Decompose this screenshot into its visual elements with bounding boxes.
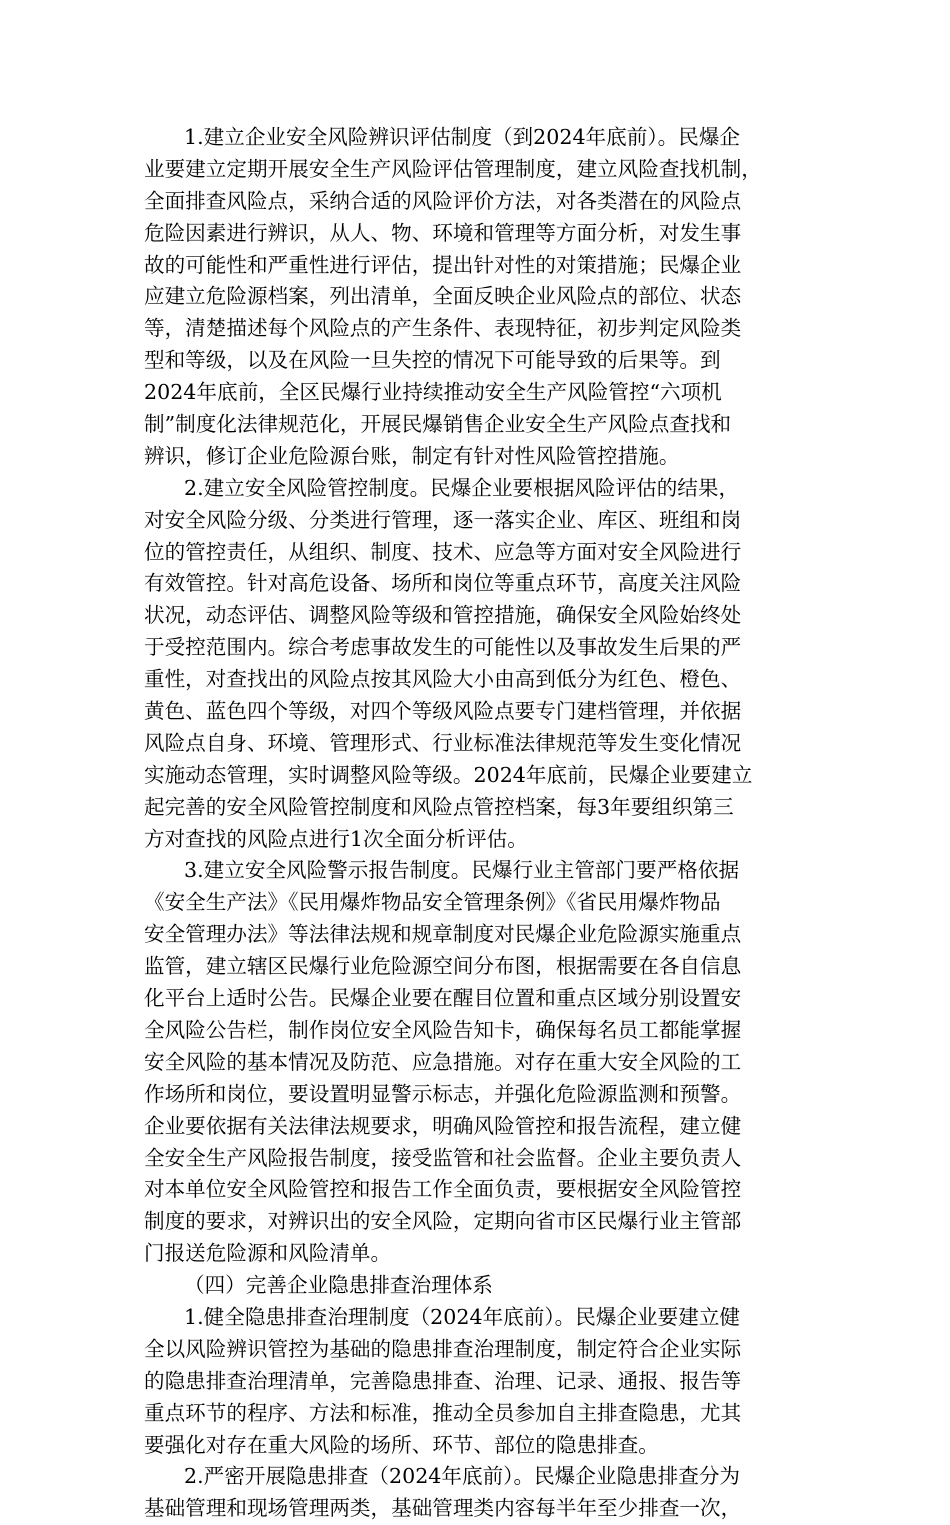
paragraph-1-line-2: 业要建立定期开展安全生产风险评估管理制度，建立风险查找机制，: [144, 156, 762, 181]
paragraph-2-line-3: 位的管控责任，从组织、制度、技术、应急等方面对安全风险进行: [144, 539, 742, 564]
paragraph-3-line-12: 制度的要求，对辨识出的安全风险，定期向省市区民爆行业主管部: [144, 1209, 742, 1234]
paragraph-4-line-4: 重点环节的程序、方法和标准，推动全员参加自主排查隐患，尤其: [144, 1400, 742, 1425]
paragraph-2-line-7: 重性，对查找出的风险点按其风险大小由高到低分为红色、橙色、: [144, 667, 742, 692]
paragraph-2-line-2: 对安全风险分级、分类进行管理，逐一落实企业、库区、班组和岗: [144, 507, 742, 532]
paragraph-5-line-1: 2.严密开展隐患排查（2024年底前）。民爆企业隐患排查分为: [184, 1464, 741, 1489]
paragraph-1-line-11: 辨识，修订企业危险源台账，制定有针对性风险管控措施。: [144, 443, 680, 468]
paragraph-2-line-8: 黄色、蓝色四个等级，对四个等级风险点要专门建档管理，并依据: [144, 699, 742, 724]
paragraph-4-line-5: 要强化对存在重大风险的场所、环节、部位的隐患排查。: [144, 1432, 659, 1457]
paragraph-2-line-1: 2.建立安全风险管控制度。民爆企业要根据风险评估的结果，: [184, 475, 740, 500]
paragraph-4-line-3: 的隐患排查治理清单，完善隐患排查、治理、记录、通报、报告等: [144, 1368, 742, 1393]
paragraph-2-line-6: 于受控范围内。综合考虑事故发生的可能性以及事故发生后果的严: [144, 635, 742, 660]
paragraph-3-line-6: 全风险公告栏，制作岗位安全风险告知卡，确保每名员工都能掌握: [144, 1017, 742, 1042]
paragraph-3-line-9: 企业要依据有关法律法规要求，明确风险管控和报告流程，建立健: [144, 1113, 742, 1138]
paragraph-3-line-13: 门报送危险源和风险清单。: [144, 1241, 392, 1266]
paragraph-1-line-10: 制”制度化法律规范化，开展民爆销售企业安全生产风险点查找和: [144, 412, 732, 437]
paragraph-3-line-1: 3.建立安全风险警示报告制度。民爆行业主管部门要严格依据: [184, 858, 740, 883]
paragraph-3-line-5: 化平台上适时公告。民爆企业要在醒目位置和重点区域分别设置安: [144, 986, 742, 1011]
paragraph-1-line-9: 2024年底前，全区民爆行业持续推动安全生产风险管控“六项机: [144, 380, 722, 405]
paragraph-3-line-10: 全安全生产风险报告制度，接受监管和社会监督。企业主要负责人: [144, 1145, 742, 1170]
paragraph-3-line-11: 对本单位安全风险管控和报告工作全面负责，要根据安全风险管控: [144, 1177, 742, 1202]
section-heading: （四）完善企业隐患排查治理体系: [184, 1273, 493, 1298]
paragraph-1-line-7: 等，清楚描述每个风险点的产生条件、表现特征，初步判定风险类: [144, 316, 742, 341]
document-body: [144, 122, 810, 1525]
paragraph-1-line-1: 1.建立企业安全风险辨识评估制度（到2024年底前）。民爆企: [184, 125, 741, 149]
paragraph-3-line-4: 监管，建立辖区民爆行业危险源空间分布图，根据需要在各自信息: [144, 954, 742, 979]
paragraph-4-line-2: 全以风险辨识管控为基础的隐患排查治理制度，制定符合企业实际: [144, 1336, 742, 1361]
paragraph-3-line-2: 《安全生产法》《民用爆炸物品安全管理条例》《省民用爆炸物品: [144, 890, 721, 915]
paragraph-2-line-11: 起完善的安全风险管控制度和风险点管控档案，每3年要组织第三: [144, 794, 734, 819]
paragraph-1-line-5: 故的可能性和严重性进行评估，提出针对性的对策措施；民爆企业: [144, 252, 742, 277]
paragraph-5-line-2: 基础管理和现场管理两类，基础管理类内容每半年至少排查一次，: [144, 1496, 742, 1521]
paragraph-2-line-5: 状况，动态评估、调整风险等级和管控措施，确保安全风险始终处: [144, 603, 742, 628]
paragraph-3-line-3: 安全管理办法》等法律法规和规章制度对民爆企业危险源实施重点: [144, 922, 742, 947]
paragraph-1-line-8: 型和等级，以及在风险一旦失控的情况下可能导致的后果等。到: [144, 348, 721, 373]
paragraph-3-line-7: 安全风险的基本情况及防范、应急措施。对存在重大安全风险的工: [144, 1049, 742, 1074]
paragraph-2-line-10: 实施动态管理，实时调整风险等级。2024年底前，民爆企业要建立: [144, 762, 753, 787]
paragraph-4-line-1: 1.健全隐患排查治理制度（2024年底前）。民爆企业要建立健: [184, 1304, 741, 1329]
paragraph-1-line-4: 危险因素进行辨识，从人、物、环境和管理等方面分析，对发生事: [144, 220, 742, 245]
paragraph-2-line-12: 方对查找的风险点进行1次全面分析评估。: [144, 826, 528, 851]
paragraph-1-line-6: 应建立危险源档案，列出清单，全面反映企业风险点的部位、状态: [144, 284, 742, 309]
paragraph-1-line-3: 全面排查风险点，采纳合适的风险评价方法，对各类潜在的风险点: [144, 188, 742, 213]
paragraph-2-line-9: 风险点自身、环境、管理形式、行业标准法律规范等发生变化情况: [144, 730, 742, 755]
paragraph-3-line-8: 作场所和岗位，要设置明显警示标志，并强化危险源监测和预警。: [144, 1081, 742, 1106]
paragraph-2-line-4: 有效管控。针对高危设备、场所和岗位等重点环节，高度关注风险: [144, 571, 742, 596]
